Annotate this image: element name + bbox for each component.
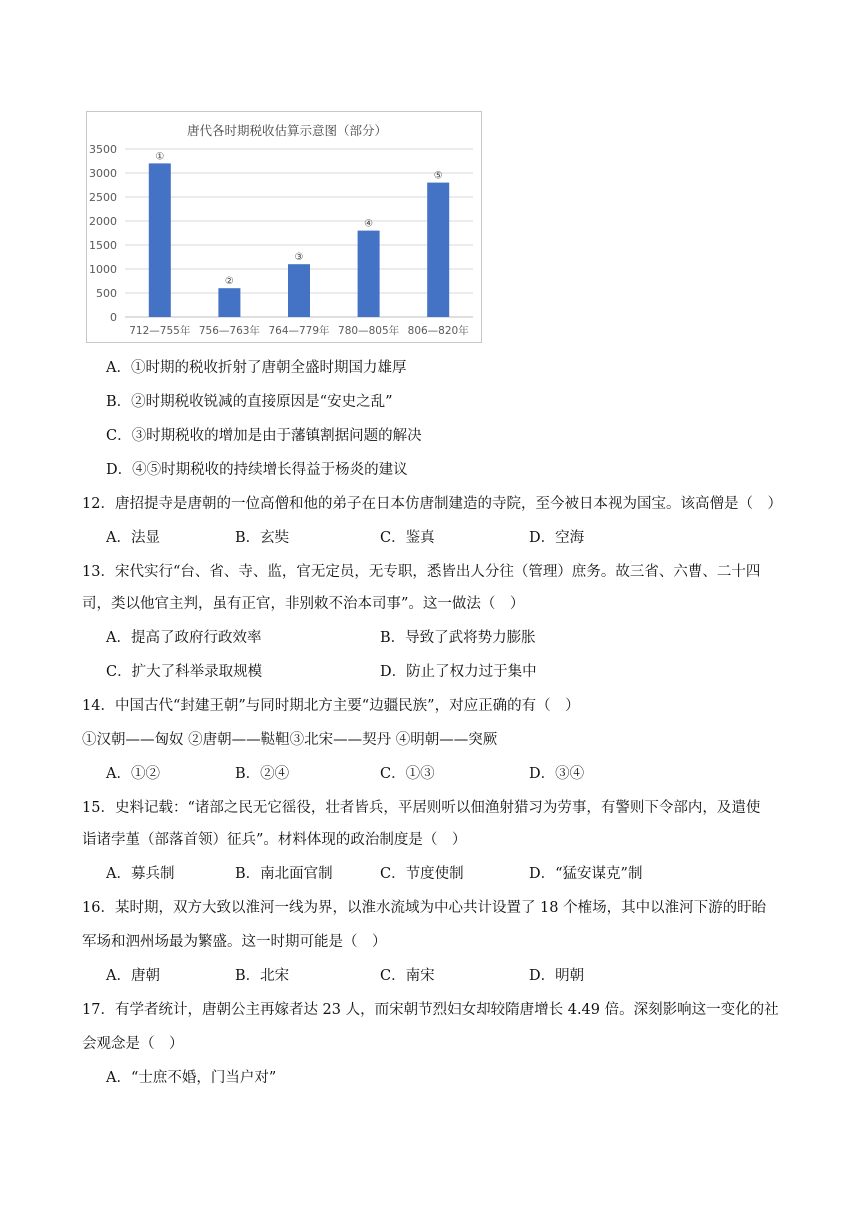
q12-option-c: C．鉴真	[380, 530, 435, 546]
q16-stem-line1: 16．某时期，双方大致以淮河一线为界，以淮水流域为中心共计设置了 18 个榷场，其中以淮河下游的盱眙	[82, 900, 767, 916]
q14-items: ①汉朝——匈奴 ②唐朝——鞑靼③北宋——契丹 ④明朝——突厥	[82, 732, 498, 748]
q17-stem-line1: 17．有学者统计，唐朝公主再嫁者达 23 人，而宋朝节烈妇女却较隋唐增长 4.49 倍。深刻影响这一变化的社	[82, 1002, 779, 1018]
q16-option-a: A．唐朝	[106, 968, 160, 984]
q14-option-d: D．③④	[529, 766, 585, 782]
q16-option-c: C．南宋	[380, 968, 435, 984]
y-tick-label: 2000	[89, 215, 117, 228]
y-tick-label: 1000	[89, 263, 117, 276]
y-tick-label: 500	[96, 287, 117, 300]
x-tick-label: 712—755年	[129, 325, 191, 337]
q14-stem: 14．中国古代“封建王朝”与同时期北方主要“边疆民族”，对应正确的有（ ）	[82, 698, 580, 714]
chart-title: 唐代各时期税收估算示意图（部分）	[186, 123, 388, 138]
q12-option-b: B．玄奘	[235, 530, 290, 546]
y-tick-label: 3000	[89, 167, 117, 180]
q17-stem-line2: 会观念是（ ）	[82, 1036, 184, 1052]
x-tick-label: 806—820年	[407, 325, 469, 337]
data-label: ④	[364, 218, 374, 230]
bar	[149, 163, 171, 317]
q14-option-a: A．①②	[106, 766, 160, 782]
y-tick-label: 1500	[89, 239, 117, 252]
y-tick-label: 0	[110, 311, 117, 324]
q15-option-a: A．募兵制	[106, 866, 175, 882]
q13-option-a: A．提高了政府行政效率	[106, 630, 262, 646]
q12-option-a: A．法显	[106, 530, 160, 546]
data-label: ②	[224, 276, 234, 288]
tax-chart	[86, 111, 482, 343]
q14-option-c: C．①③	[380, 766, 435, 782]
q15-stem-line2: 诣诸孛堇（部落首领）征兵”。材料体现的政治制度是（ ）	[82, 832, 467, 848]
q15-option-d: D．“猛安谋克”制	[529, 866, 643, 882]
bar	[288, 264, 310, 317]
q16-stem-line2: 军场和泗州场最为繁盛。这一时期可能是（ ）	[82, 934, 387, 950]
q15-option-b: B．南北面官制	[235, 866, 333, 882]
data-label: ⑤	[433, 170, 443, 182]
x-tick-label: 780—805年	[338, 325, 400, 337]
q15-stem-line1: 15．史料记载：“诸部之民无它徭役，壮者皆兵，平居则听以佃渔射猎习为劳事，有警则下令部内，及遣使	[82, 800, 761, 816]
q17-option-a: A．“士庶不婚，门当户对”	[106, 1070, 277, 1086]
q13-option-c: C．扩大了科举录取规模	[106, 664, 263, 680]
q11-option-d: D．④⑤时期税收的持续增长得益于杨炎的建议	[106, 462, 408, 478]
data-label: ①	[155, 151, 165, 163]
y-tick-label: 3500	[89, 143, 117, 156]
q14-option-b: B．②④	[235, 766, 290, 782]
q13-option-d: D．防止了权力过于集中	[380, 664, 537, 680]
y-tick-label: 2500	[89, 191, 117, 204]
q11-option-b: B．②时期税收锐减的直接原因是“安史之乱”	[106, 394, 393, 410]
q13-stem-line1: 13．宋代实行“台、省、寺、监，官无定员，无专职，悉皆出人分往（管理）庶务。故三省、六曹、二十四	[82, 564, 761, 580]
x-tick-label: 756—763年	[198, 325, 260, 337]
q11-option-a: A．①时期的税收折射了唐朝全盛时期国力雄厚	[106, 360, 407, 376]
bar	[218, 288, 240, 317]
q16-option-b: B．北宋	[235, 968, 290, 984]
bar-chart-svg	[87, 112, 483, 344]
q16-option-d: D．明朝	[529, 968, 585, 984]
q15-option-c: C．节度使制	[380, 866, 464, 882]
data-label: ③	[294, 252, 304, 264]
q11-option-c: C．③时期税收的增加是由于藩镇割据问题的解决	[106, 428, 422, 444]
bar	[358, 231, 380, 317]
bar	[427, 183, 449, 317]
q13-option-b: B．导致了武将势力膨胀	[380, 630, 536, 646]
q12-stem: 12．唐招提寺是唐朝的一位高僧和他的弟子在日本仿唐制建造的寺院，至今被日本视为国宝。该高僧是（ ）	[82, 496, 782, 512]
q13-stem-line2: 司，类以他官主判，虽有正官，非别敕不治本司事”。这一做法（ ）	[82, 596, 525, 612]
q12-option-d: D．空海	[529, 530, 585, 546]
x-tick-label: 764—779年	[268, 325, 330, 337]
